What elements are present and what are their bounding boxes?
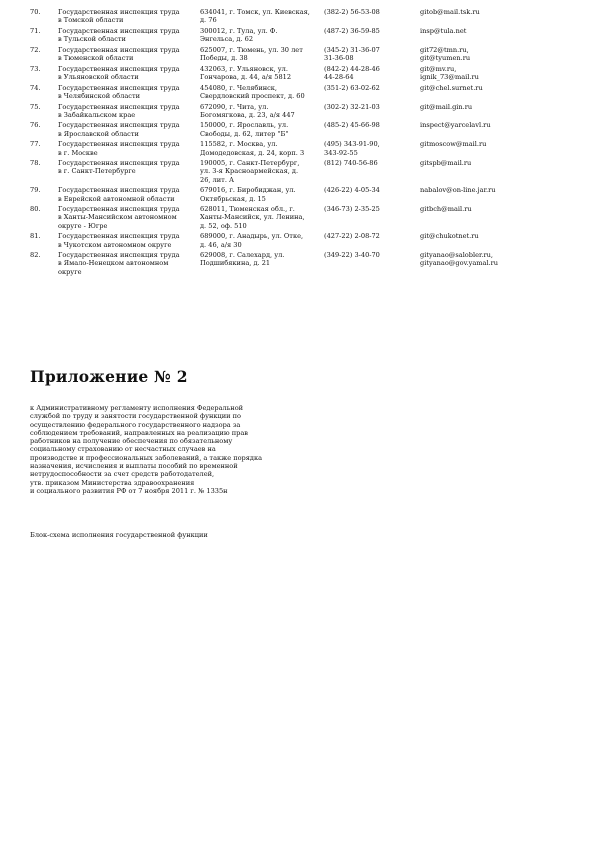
- inspection-name-line: округе - Югре: [58, 221, 108, 230]
- inspection-address-line: 628011, Тюменская обл., г.: [200, 205, 295, 214]
- inspection-address-line: 300012, г. Тула, ул. Ф.: [200, 26, 278, 35]
- inspection-address-line: 634041, г. Томск, ул. Киевская,: [200, 8, 310, 16]
- row-number: 74.: [30, 83, 41, 92]
- inspection-name-line: Государственная инспекция труда: [58, 45, 180, 54]
- inspection-phone-line: (351-2) 63-02-62: [324, 83, 380, 92]
- inspection-address-line: д. 46, а/я 30: [200, 240, 242, 249]
- inspection-phone-line: (345-2) 31-36-07: [324, 45, 380, 54]
- inspection-name: [58, 232, 200, 251]
- inspection-phone-line: (842-2) 44-28-46: [324, 64, 380, 73]
- inspection-address: [200, 103, 324, 122]
- inspection-name-line: в Томской области: [58, 16, 124, 25]
- inspection-name: [58, 186, 200, 205]
- inspection-address: [200, 65, 324, 84]
- inspection-name-line: в Забайкальском крае: [58, 110, 136, 119]
- table-row: [30, 251, 570, 278]
- inspection-name-line: в Тульской области: [58, 35, 126, 44]
- row-number: 82.: [30, 251, 41, 260]
- inspection-name: [58, 159, 200, 186]
- inspection-name-line: Государственная инспекция труда: [58, 64, 180, 73]
- inspection-address-line: 150000, г. Ярославль, ул.: [200, 121, 289, 130]
- inspection-email-line: git@chel.surnet.ru: [420, 83, 483, 92]
- inspection-address-line: Октябрьская, д. 15: [200, 194, 266, 203]
- inspection-email-line: gitmoscow@mail.ru: [420, 140, 487, 149]
- row-number: 79.: [30, 186, 41, 195]
- inspection-name-line: Государственная инспекция труда: [58, 159, 180, 168]
- inspection-address-line: Свободы, д. 62, литер "Б": [200, 129, 289, 138]
- row-number: 71.: [30, 26, 41, 35]
- inspection-name-line: в Ямало-Ненецком автономном: [58, 259, 169, 268]
- inspection-address: [200, 140, 324, 159]
- inspection-email: [420, 186, 570, 205]
- inspection-name: [58, 46, 200, 65]
- inspection-name: [58, 251, 200, 278]
- inspection-email-line: git72@tmn.ru,: [420, 45, 469, 54]
- inspection-name-line: в Тюменской области: [58, 54, 134, 63]
- basis-line: утв. приказом Министерства здравоохранения: [30, 478, 195, 487]
- inspection-email: [420, 121, 570, 140]
- row-number: 70.: [30, 8, 41, 16]
- row-number: 76.: [30, 121, 41, 130]
- inspection-phone-line: (485-2) 45-66-98: [324, 121, 380, 130]
- inspections-table: [30, 8, 570, 278]
- basis-line: производстве и профессиональных заболеваний, а также порядка: [30, 453, 263, 462]
- inspection-address-line: 625007, г. Тюмень, ул. 30 лет: [200, 45, 303, 54]
- inspection-email: [420, 27, 570, 46]
- table-row: [30, 159, 570, 186]
- inspection-address-line: 629008, г. Салехард, ул.: [200, 251, 285, 260]
- inspection-email: [420, 8, 570, 27]
- inspection-address-line: Богомягкова, д. 23, а/я 447: [200, 110, 295, 119]
- inspection-phone-line: (495) 343-91-90,: [324, 140, 380, 149]
- row-number: 80.: [30, 205, 41, 214]
- basis-line: к Административному регламенту исполнения Федеральной: [30, 404, 244, 412]
- row-number: 81.: [30, 232, 41, 241]
- inspection-name-line: Государственная инспекция труда: [58, 102, 180, 111]
- inspection-name-line: в Чукотском автономном округе: [58, 240, 172, 249]
- inspection-email-line: gityanao@gov.yamal.ru: [420, 259, 499, 268]
- inspection-phone: [324, 103, 420, 122]
- inspection-address: [200, 251, 324, 278]
- inspection-name-line: Государственная инспекция труда: [58, 140, 180, 149]
- inspection-email-line: gitob@mail.tsk.ru: [420, 8, 480, 16]
- inspection-name-line: Государственная инспекция труда: [58, 186, 180, 195]
- basis-line: осуществлению федерального государственного надзора за: [30, 420, 241, 429]
- table-row: [30, 121, 570, 140]
- inspection-email-line: git@mv.ru,: [420, 64, 457, 73]
- inspection-name-line: Государственная инспекция труда: [58, 26, 180, 35]
- inspection-email-line: nabalov@on-line.jar.ru: [420, 186, 496, 195]
- inspection-phone-line: (382-2) 56-53-08: [324, 8, 380, 16]
- inspection-name: [58, 121, 200, 140]
- inspection-name-line: в г. Москве: [58, 148, 98, 157]
- inspection-email: [420, 159, 570, 186]
- inspection-address-line: Домодедовская, д. 24, корп. 3: [200, 148, 305, 157]
- inspection-phone: [324, 121, 420, 140]
- inspection-address: [200, 232, 324, 251]
- table-row: [30, 205, 570, 232]
- inspection-address: [200, 186, 324, 205]
- inspection-address-line: 454080, г. Челябинск,: [200, 83, 278, 92]
- inspection-phone: [324, 232, 420, 251]
- inspection-address-line: Ханты-Мансийск, ул. Ленина,: [200, 213, 305, 222]
- table-row: [30, 186, 570, 205]
- inspection-phone: [324, 65, 420, 84]
- inspection-name-line: в Ярославской области: [58, 129, 139, 138]
- inspection-email-line: gitspb@mail.ru: [420, 159, 472, 168]
- inspection-email: [420, 65, 570, 84]
- inspection-email-line: git@tyumen.ru: [420, 54, 471, 63]
- inspection-name: [58, 27, 200, 46]
- table-row: [30, 103, 570, 122]
- inspection-phone: [324, 46, 420, 65]
- table-row: [30, 8, 570, 27]
- inspection-phone-line: 31-36-08: [324, 54, 354, 63]
- basis-line: работников на получение обеспечения по обязательному: [30, 437, 233, 446]
- row-number: 73.: [30, 64, 41, 73]
- inspection-name: [58, 205, 200, 232]
- inspection-email-line: insp@tula.net: [420, 26, 467, 35]
- inspection-address: [200, 84, 324, 103]
- flowchart-subtitle: Блок-схема исполнения государственной функции: [30, 531, 208, 539]
- inspection-phone: [324, 8, 420, 27]
- inspection-name-line: в Ханты-Мансийском автономном: [58, 213, 177, 222]
- inspection-name: [58, 65, 200, 84]
- inspection-address-line: Энгельса, д. 62: [200, 35, 254, 44]
- inspection-email-line: ignik_73@mail.ru: [420, 72, 479, 81]
- basis-line: назначения, исчисления и выплаты пособий по временной: [30, 462, 238, 471]
- inspection-email: [420, 251, 570, 278]
- row-number: 77.: [30, 140, 41, 149]
- inspection-address: [200, 121, 324, 140]
- inspection-email: [420, 46, 570, 65]
- inspection-address-line: Подшибякина, д. 21: [200, 259, 271, 268]
- inspection-address-line: 190005, г. Санкт-Петербург,: [200, 159, 300, 168]
- inspection-name: [58, 84, 200, 103]
- inspection-name-line: Государственная инспекция труда: [58, 83, 180, 92]
- inspection-phone: [324, 186, 420, 205]
- inspection-email-line: gitbch@mail.ru: [420, 205, 472, 214]
- inspection-address-line: д. 76: [200, 16, 217, 25]
- row-number: 78.: [30, 159, 41, 168]
- inspection-email: [420, 140, 570, 159]
- inspection-email: [420, 84, 570, 103]
- table-row: [30, 140, 570, 159]
- inspection-name-line: в Ульяновской области: [58, 72, 139, 81]
- inspection-phone-line: 343-92-55: [324, 148, 358, 157]
- inspection-address-line: Гончарова, д. 44, а/я 5812: [200, 72, 292, 81]
- table-row: [30, 232, 570, 251]
- inspection-name-line: Государственная инспекция труда: [58, 205, 180, 214]
- inspection-name-line: в г. Санкт-Петербурге: [58, 167, 136, 176]
- basis-line: нетрудоспособности за счет средств работодателей,: [30, 470, 215, 479]
- inspection-name-line: в Еврейской автономной области: [58, 194, 175, 203]
- inspection-phone: [324, 27, 420, 46]
- inspection-phone-line: (487-2) 36-59-85: [324, 26, 380, 35]
- inspection-name-line: Государственная инспекция труда: [58, 121, 180, 130]
- inspection-address-line: ул. 3-я Красноармейская, д.: [200, 167, 299, 176]
- inspection-phone-line: (812) 740-56-86: [324, 159, 378, 168]
- inspection-address: [200, 46, 324, 65]
- row-number: 72.: [30, 45, 41, 54]
- inspection-address-line: 115582, г. Москва, ул.: [200, 140, 278, 149]
- inspection-address-line: 679016, г. Биробиджан, ул.: [200, 186, 296, 195]
- inspection-name-line: в Челябинской области: [58, 91, 140, 100]
- basis-line: и социального развития РФ от 7 ноября 2011 г. № 1335н: [30, 486, 228, 495]
- inspection-phone-line: (346-73) 2-35-25: [324, 205, 380, 214]
- inspection-address-line: Победы, д. 38: [200, 54, 248, 63]
- table-row: [30, 46, 570, 65]
- inspection-address-line: д. 52, оф. 510: [200, 221, 247, 230]
- inspection-address: [200, 205, 324, 232]
- inspection-phone: [324, 140, 420, 159]
- inspection-phone-line: (427-22) 2-08-72: [324, 232, 380, 241]
- inspection-email-line: git@chukotnet.ru: [420, 232, 479, 241]
- inspection-address-line: 432063, г. Ульяновск, ул.: [200, 64, 288, 73]
- inspection-address: [200, 159, 324, 186]
- inspection-address-line: 26, лит. А: [200, 175, 234, 184]
- inspection-email: [420, 103, 570, 122]
- inspection-email-line: inspect@yarcelavl.ru: [420, 121, 491, 130]
- inspection-phone-line: (349-22) 3-40-70: [324, 251, 380, 260]
- table-row: [30, 84, 570, 103]
- inspection-address-line: 689000, г. Анадырь, ул. Отке,: [200, 232, 304, 241]
- inspection-address: [200, 8, 324, 27]
- inspection-name-line: Государственная инспекция труда: [58, 8, 180, 16]
- inspection-address: [200, 27, 324, 46]
- appendix-title: Приложение № 2: [30, 367, 188, 386]
- basis-line: службой по труду и занятости государственной функции по: [30, 412, 241, 421]
- basis-line: соблюдением требований, направленных на реализацию прав: [30, 428, 249, 437]
- basis-line: социальному страхованию от несчастных случаев на: [30, 445, 216, 454]
- inspection-address-line: Свердловский проспект, д. 60: [200, 91, 305, 100]
- inspection-phone: [324, 251, 420, 278]
- inspection-name-line: Государственная инспекция труда: [58, 232, 180, 241]
- inspection-name-line: округе: [58, 267, 82, 276]
- inspection-phone-line: (302-2) 32-21-03: [324, 102, 380, 111]
- inspection-address-line: 672090, г. Чита, ул.: [200, 102, 269, 111]
- appendix-basis: [30, 404, 320, 495]
- inspection-phone-line: 44-28-64: [324, 72, 354, 81]
- inspection-phone: [324, 159, 420, 186]
- inspection-phone: [324, 205, 420, 232]
- row-number: 75.: [30, 102, 41, 111]
- table-row: [30, 65, 570, 84]
- inspection-email-line: git@mail.gin.ru: [420, 102, 473, 111]
- inspection-email: [420, 205, 570, 232]
- inspection-name-line: Государственная инспекция труда: [58, 251, 180, 260]
- inspection-name: [58, 8, 200, 27]
- table-row: [30, 27, 570, 46]
- inspection-email-line: gityanao@salobler.ru,: [420, 251, 494, 260]
- inspection-phone-line: (426-22) 4-05-34: [324, 186, 380, 195]
- inspection-phone: [324, 84, 420, 103]
- inspection-name: [58, 103, 200, 122]
- inspection-email: [420, 232, 570, 251]
- inspection-name: [58, 140, 200, 159]
